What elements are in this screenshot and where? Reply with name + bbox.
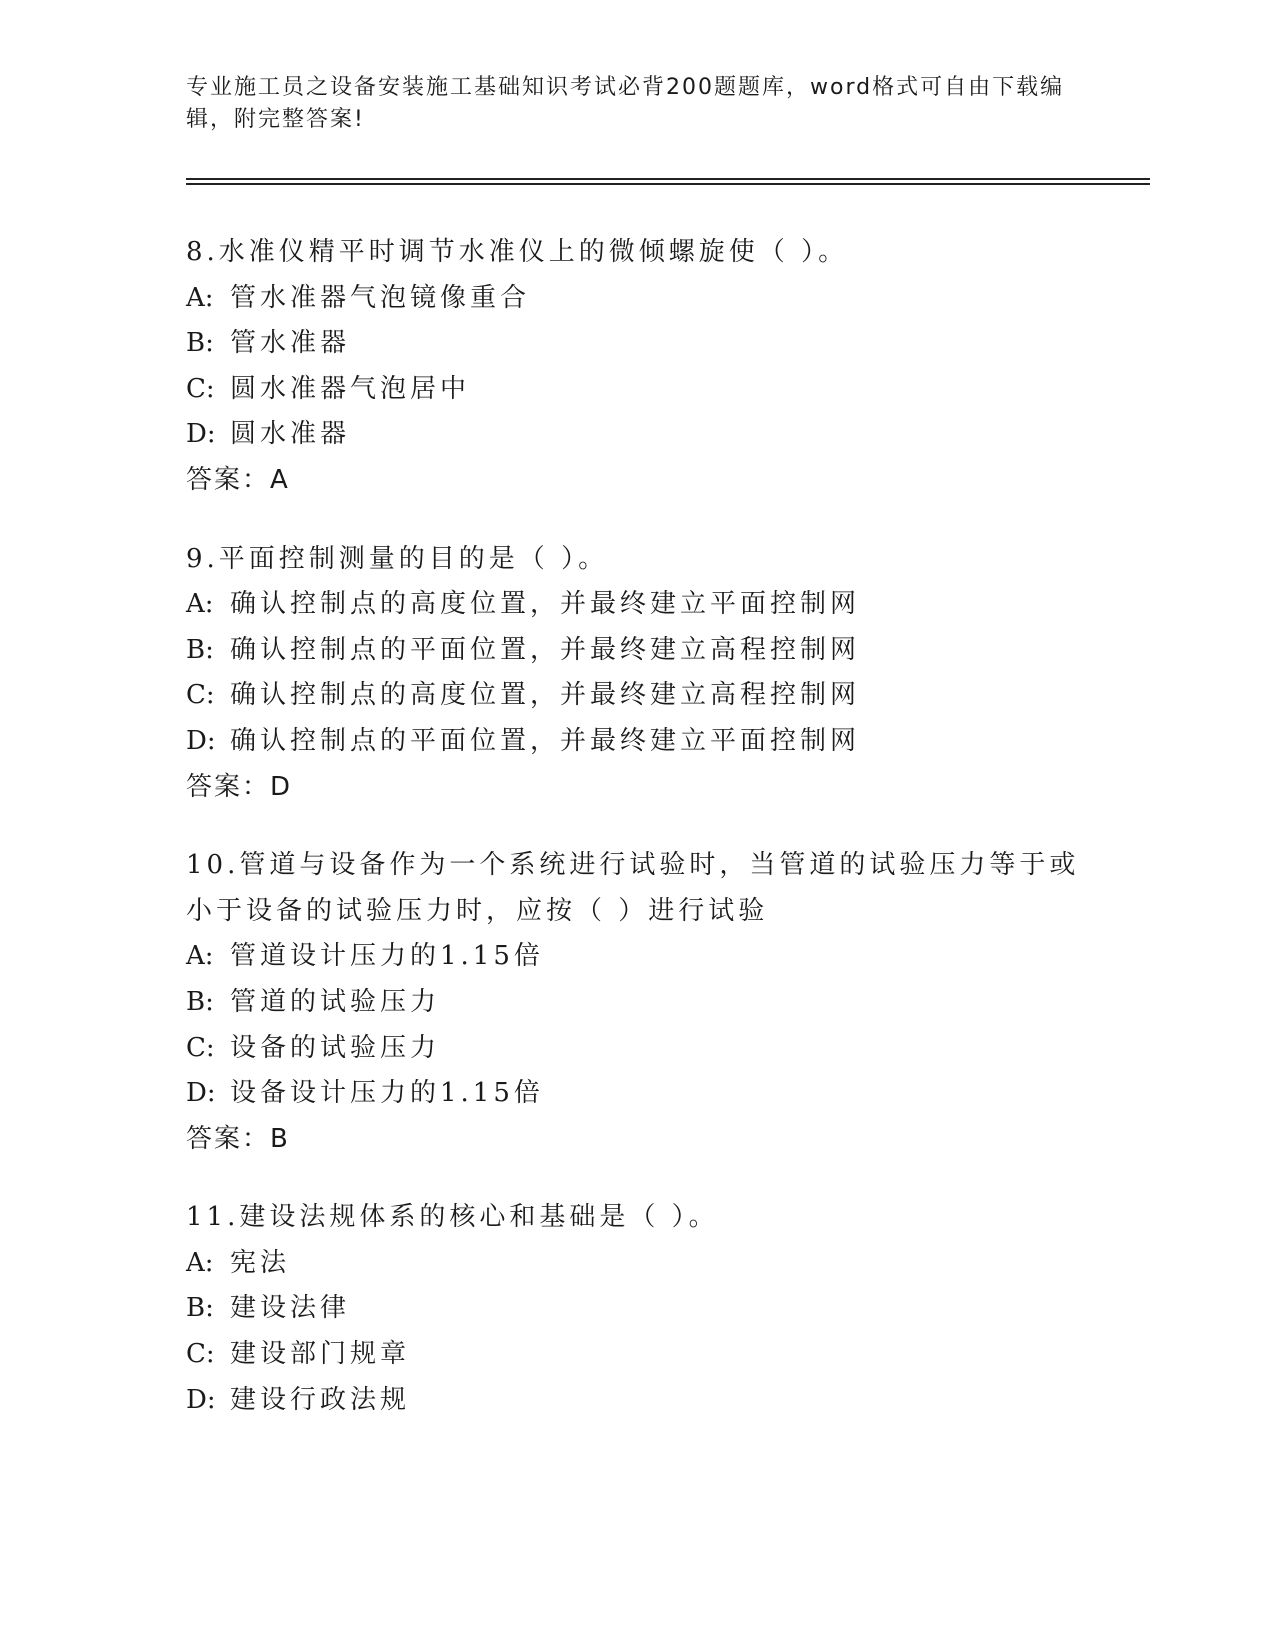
option-key: C: <box>186 680 215 711</box>
option-b <box>186 321 1086 367</box>
option-key: A: <box>186 1247 214 1278</box>
question-text: 8.水准仪精平时调节水准仪上的微倾螺旋使（ ）。 <box>186 237 849 267</box>
option-text: 圆水准器 <box>230 419 351 450</box>
option-text: 建设部门规章 <box>230 1339 411 1370</box>
question-text: 11.建设法规体系的核心和基础是（ ）。 <box>186 1202 719 1233</box>
option-text: 管道设计压力的1.15倍 <box>230 941 544 972</box>
option-d <box>186 719 1086 765</box>
option-key: C: <box>186 1032 215 1063</box>
option-key: B: <box>186 1293 214 1324</box>
option-text: 管水准器气泡镜像重合 <box>230 282 531 313</box>
option-a <box>186 582 1086 628</box>
option-text: 设备的试验压力 <box>230 1032 441 1063</box>
option-key: D: <box>186 725 216 756</box>
option-d <box>186 1378 1086 1424</box>
question-list <box>186 230 1086 1456</box>
option-key: A: <box>186 589 214 620</box>
answer-line <box>186 765 1086 811</box>
option-text: 确认控制点的高度位置，并最终建立平面控制网 <box>230 589 861 620</box>
option-c <box>186 673 1086 719</box>
option-key: C: <box>186 1339 215 1370</box>
option-b <box>186 628 1086 674</box>
option-text: 确认控制点的平面位置，并最终建立高程控制网 <box>230 634 861 665</box>
answer-label: 答案： <box>186 1123 271 1154</box>
option-text: 建设法律 <box>230 1293 351 1324</box>
title-divider-bottom <box>186 183 1150 185</box>
answer-line <box>186 458 1086 504</box>
option-key: B: <box>186 634 214 665</box>
option-a <box>186 934 1086 980</box>
answer-value: B <box>270 1123 290 1154</box>
option-key: D: <box>186 1384 216 1415</box>
option-key: D: <box>186 1078 216 1109</box>
option-key: B: <box>186 986 214 1017</box>
question-text: 9.平面控制测量的目的是（ ）。 <box>186 543 609 574</box>
question-8 <box>186 230 1086 504</box>
option-text: 建设行政法规 <box>230 1384 411 1415</box>
option-key: D: <box>186 419 216 450</box>
option-text: 确认控制点的高度位置，并最终建立高程控制网 <box>230 680 861 711</box>
option-text: 圆水准器气泡居中 <box>230 373 471 404</box>
option-b <box>186 1286 1086 1332</box>
option-text: 设备设计压力的1.15倍 <box>230 1078 544 1109</box>
document-title: 专业施工员之设备安装施工基础知识考试必背200题题库，word格式可自由下载编辑，附完整答案! <box>186 75 1065 132</box>
option-c <box>186 1332 1086 1378</box>
answer-line <box>186 1117 1086 1163</box>
option-key: C: <box>186 373 215 404</box>
option-text: 管道的试验压力 <box>230 986 441 1017</box>
option-c <box>186 367 1086 413</box>
option-b <box>186 980 1086 1026</box>
option-a <box>186 276 1086 322</box>
option-c <box>186 1026 1086 1072</box>
option-key: B: <box>186 328 214 359</box>
question-9 <box>186 537 1086 811</box>
option-text: 管水准器 <box>230 328 351 359</box>
question-text: 10.管道与设备作为一个系统进行试验时，当管道的试验压力等于或小于设备的试验压力时，应按（ ）进行试验 <box>186 850 1080 926</box>
option-a <box>186 1241 1086 1287</box>
answer-value: A <box>270 464 290 495</box>
option-key: A: <box>186 282 214 313</box>
option-key: A: <box>186 941 214 972</box>
title-divider-top <box>186 178 1150 180</box>
option-d <box>186 412 1086 458</box>
answer-label: 答案： <box>186 771 271 802</box>
answer-label: 答案： <box>186 464 271 495</box>
question-11 <box>186 1195 1086 1423</box>
option-d <box>186 1071 1086 1117</box>
option-text: 宪法 <box>230 1247 291 1278</box>
option-text: 确认控制点的平面位置，并最终建立平面控制网 <box>230 725 861 756</box>
question-10 <box>186 843 1086 1162</box>
answer-value: D <box>270 771 293 802</box>
